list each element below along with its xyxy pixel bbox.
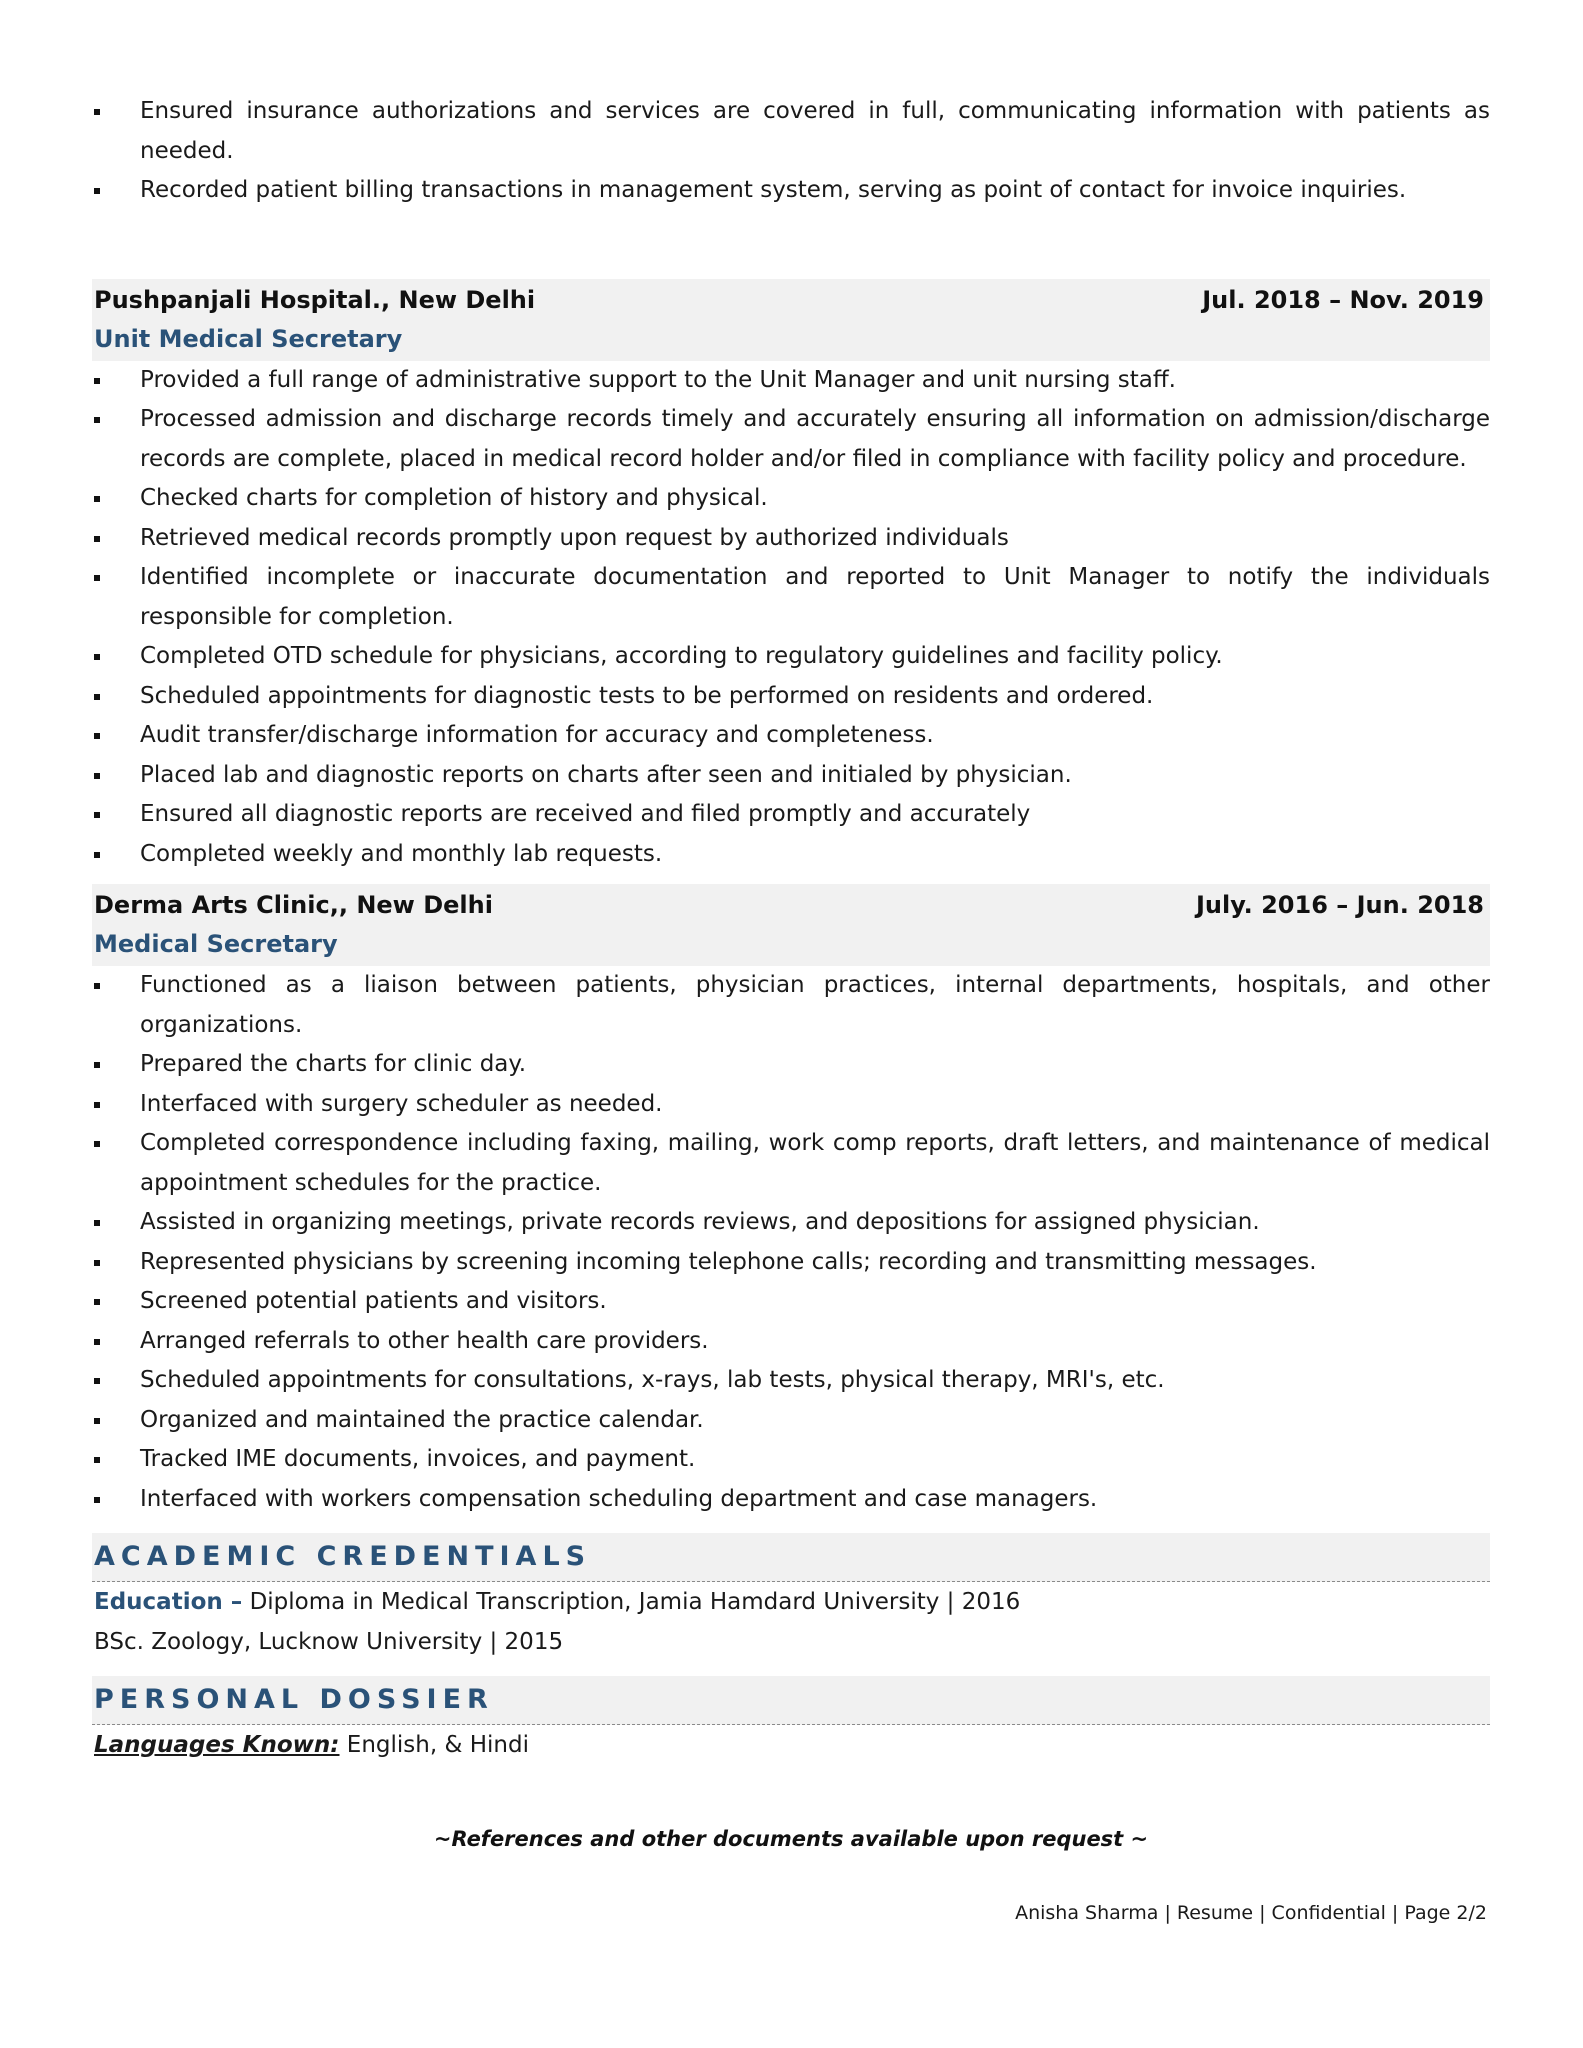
education-label: Education – xyxy=(94,1589,243,1615)
personal-section-header xyxy=(92,1676,1490,1725)
square-bullet-icon xyxy=(94,1497,100,1503)
list-item xyxy=(92,1243,1490,1283)
list-item xyxy=(92,1322,1490,1362)
list-item xyxy=(92,1045,1490,1085)
languages-label: Languages Known: xyxy=(94,1732,340,1758)
bullet-text: Ensured all diagnostic reports are received and filed promptly and accurately xyxy=(140,801,1031,827)
list-item xyxy=(92,361,1490,401)
list-item xyxy=(92,716,1490,756)
bullet-text: Arranged referrals to other health care providers. xyxy=(140,1327,709,1354)
square-bullet-icon xyxy=(94,1141,100,1147)
languages-line xyxy=(92,1725,1490,1765)
intro-bullet-list xyxy=(92,92,1490,211)
list-item xyxy=(92,1085,1490,1125)
bullet-text: Checked charts for completion of history and physical. xyxy=(140,485,768,511)
bullet-text: Organized and maintained the practice calendar. xyxy=(140,1406,704,1433)
bullet-text: Interfaced with workers compensation scheduling department and case managers. xyxy=(140,1485,1098,1512)
list-item xyxy=(92,92,1490,171)
list-item xyxy=(92,171,1490,211)
bullet-text: Assisted in organizing meetings, private records reviews, and depositions for assigned physician. xyxy=(140,1209,1260,1235)
list-item xyxy=(92,637,1490,677)
square-bullet-icon xyxy=(94,1102,100,1108)
square-bullet-icon xyxy=(94,773,100,779)
job-title: Unit Medical Secretary xyxy=(94,324,403,353)
job-title: Medical Secretary xyxy=(94,930,338,958)
square-bullet-icon xyxy=(94,536,100,542)
bullet-text: Interfaced with surgery scheduler as needed. xyxy=(140,1090,663,1117)
list-item xyxy=(92,1361,1490,1401)
job-bullet-list xyxy=(92,966,1490,1519)
square-bullet-icon xyxy=(94,1062,100,1068)
languages-text: English, & Hindi xyxy=(339,1732,529,1758)
job-employer-row xyxy=(94,886,1484,925)
job-header-derma-arts xyxy=(92,884,1490,966)
list-item xyxy=(92,1203,1490,1243)
section-title: ACADEMIC CREDENTIALS xyxy=(94,1541,592,1572)
bullet-text: Prepared the charts for clinic day. xyxy=(140,1051,527,1077)
list-item xyxy=(92,1282,1490,1322)
list-item xyxy=(92,1124,1490,1203)
bullet-text: Tracked IME documents, invoices, and payment. xyxy=(140,1446,696,1472)
square-bullet-icon xyxy=(94,852,100,858)
list-item xyxy=(92,519,1490,559)
bullet-text: Placed lab and diagnostic reports on charts after seen and initialed by physician. xyxy=(140,761,1072,788)
square-bullet-icon xyxy=(94,733,100,739)
list-item xyxy=(92,1480,1490,1520)
education-line-2: BSc. Zoology, Lucknow University | 2015 xyxy=(94,1629,564,1655)
bullet-text: Retrieved medical records promptly upon request by authorized individuals xyxy=(140,524,1009,551)
bullet-text: Represented physicians by screening incoming telephone calls; recording and transmitting messages. xyxy=(140,1248,1317,1275)
bullet-text: Audit transfer/discharge information for accuracy and completeness. xyxy=(140,722,934,748)
square-bullet-icon xyxy=(94,1418,100,1424)
list-item xyxy=(92,479,1490,519)
bullet-text: Scheduled appointments for diagnostic tests to be performed on residents and ordered. xyxy=(140,682,1154,709)
page-footer: Anisha Sharma | Resume | Confidential | Page 2/2 xyxy=(1015,1902,1487,1924)
job-employer: Pushpanjali Hospital., New Delhi xyxy=(94,285,536,314)
section-title: PERSONAL DOSSIER xyxy=(94,1684,494,1715)
bullet-text: Ensured insurance authorizations and services are covered in full, communicating information with patients as needed. xyxy=(140,98,1490,164)
square-bullet-icon xyxy=(94,812,100,818)
bullet-text: Screened potential patients and visitors. xyxy=(140,1288,607,1314)
bullet-text: Processed admission and discharge records timely and accurately ensuring all information on admission/discharge records are complete, placed in medical record holder and/or filed in compliance with facility policy and procedure. xyxy=(140,406,1490,472)
list-item xyxy=(92,756,1490,796)
list-item xyxy=(92,1440,1490,1480)
bullet-text: Identified incomplete or inaccurate documentation and reported to Unit Manager to notify the individuals responsible for completion. xyxy=(140,564,1490,630)
job-dates: July. 2016 – Jun. 2018 xyxy=(1195,891,1484,919)
list-item xyxy=(92,558,1490,637)
bullet-text: Recorded patient billing transactions in management system, serving as point of contact for invoice inquiries. xyxy=(140,177,1407,203)
square-bullet-icon xyxy=(94,983,100,989)
job-bullet-list xyxy=(92,361,1490,875)
references-note: ~References and other documents available upon request ~ xyxy=(433,1827,1149,1851)
job-employer: Derma Arts Clinic,, New Delhi xyxy=(94,891,493,919)
square-bullet-icon xyxy=(94,654,100,660)
square-bullet-icon xyxy=(94,1260,100,1266)
job-employer-row xyxy=(94,281,1484,320)
bullet-text: Scheduled appointments for consultations, x-rays, lab tests, physical therapy, MRI's, etc. xyxy=(140,1367,1165,1393)
section-spacer xyxy=(92,211,1490,269)
bullet-text: Functioned as a liaison between patients, physician practices, internal departments, hospitals, and other organizations. xyxy=(140,972,1490,1038)
list-item xyxy=(92,966,1490,1045)
square-bullet-icon xyxy=(94,378,100,384)
square-bullet-icon xyxy=(94,1299,100,1305)
square-bullet-icon xyxy=(94,575,100,581)
square-bullet-icon xyxy=(94,188,100,194)
list-item xyxy=(92,795,1490,835)
list-item xyxy=(92,677,1490,717)
square-bullet-icon xyxy=(94,1220,100,1226)
square-bullet-icon xyxy=(94,694,100,700)
bullet-text: Provided a full range of administrative support to the Unit Manager and unit nursing staff. xyxy=(140,366,1176,393)
list-item xyxy=(92,400,1490,479)
resume-content xyxy=(92,92,1490,1857)
square-bullet-icon xyxy=(94,496,100,502)
bullet-text: Completed weekly and monthly lab requests. xyxy=(140,840,663,867)
square-bullet-icon xyxy=(94,109,100,115)
academic-section-header xyxy=(92,1533,1490,1582)
list-item xyxy=(92,1401,1490,1441)
job-header-pushpanjali xyxy=(92,279,1490,361)
list-item xyxy=(92,835,1490,875)
square-bullet-icon xyxy=(94,417,100,423)
bullet-text: Completed correspondence including faxing, mailing, work comp reports, draft letters, and maintenance of medical appointment schedules for the practice. xyxy=(140,1130,1490,1196)
bullet-text: Completed OTD schedule for physicians, according to regulatory guidelines and facility policy. xyxy=(140,643,1223,669)
education-line xyxy=(92,1582,1490,1622)
education-text: Diploma in Medical Transcription, Jamia Hamdard University | 2016 xyxy=(242,1589,1021,1615)
square-bullet-icon xyxy=(94,1457,100,1463)
square-bullet-icon xyxy=(94,1378,100,1384)
job-dates: Jul. 2018 – Nov. 2019 xyxy=(1202,285,1484,314)
square-bullet-icon xyxy=(94,1339,100,1345)
